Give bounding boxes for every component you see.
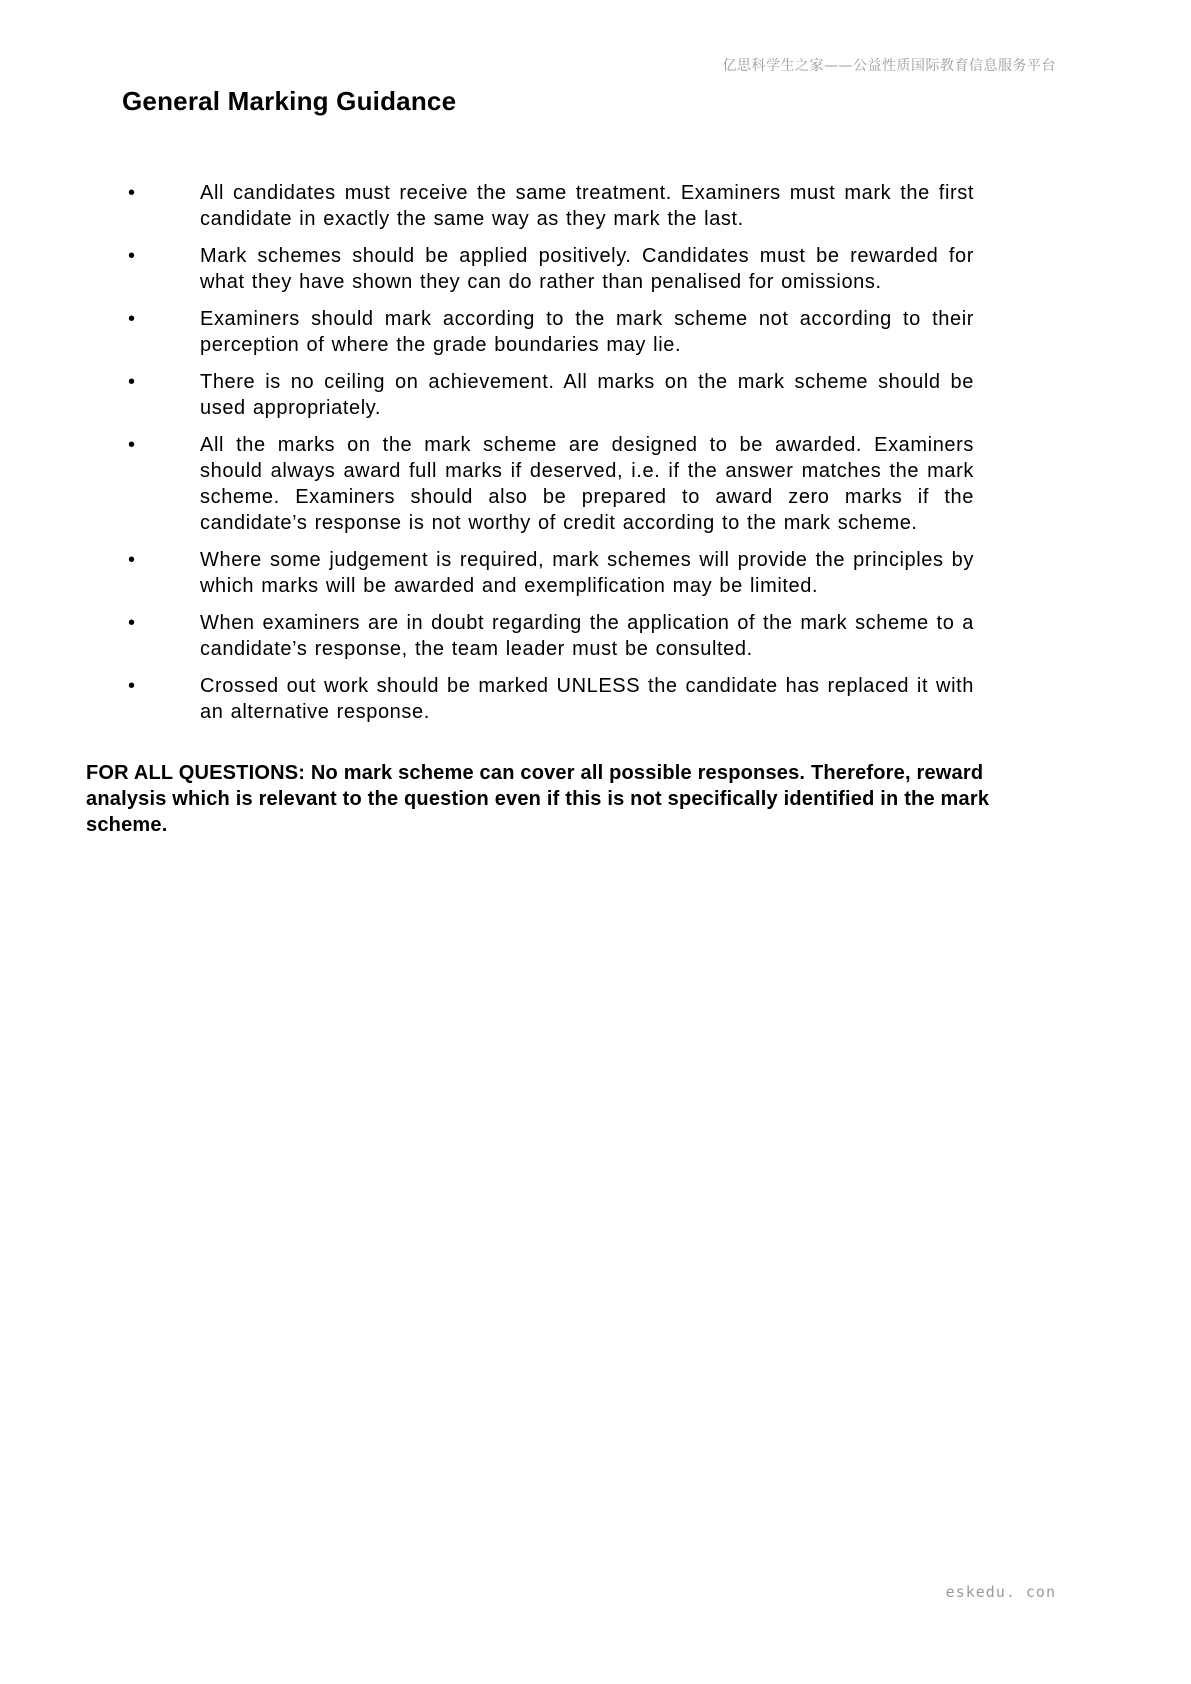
list-item-text: All the marks on the mark scheme are designed to be awarded. Examiners should always award full marks if deserved, i.e. if the answer matches the mark scheme. Examiners should also be prepared to award zero marks if the candidate’s response is not worthy of credit according to the mark scheme. xyxy=(200,434,974,534)
header-watermark: 亿思科学生之家——公益性质国际教育信息服务平台 xyxy=(722,58,1056,74)
list-item-text: Mark schemes should be applied positively. Candidates must be rewarded for what they have shown they can do rather than penalised for omissions. xyxy=(200,245,974,293)
list-item-text: Where some judgement is required, mark schemes will provide the principles by which marks will be awarded and exemplification may be limited. xyxy=(200,549,974,597)
list-item-text: All candidates must receive the same treatment. Examiners must mark the first candidate in exactly the same way as they mark the last. xyxy=(200,182,974,230)
list-item xyxy=(122,369,974,421)
list-item-text: Examiners should mark according to the mark scheme not according to their perception of where the grade boundaries may lie. xyxy=(200,308,974,356)
bullet-icon: • xyxy=(128,549,136,571)
bullet-icon: • xyxy=(128,245,136,267)
list-item xyxy=(122,432,974,536)
closing-note: FOR ALL QUESTIONS: No mark scheme can cover all possible responses. Therefore, reward analysis which is relevant to the question even if this is not specifically identified in the mark scheme. xyxy=(86,762,990,836)
list-item xyxy=(122,180,974,232)
list-item-text: There is no ceiling on achievement. All marks on the mark scheme should be used appropriately. xyxy=(200,371,974,419)
list-item-text: Crossed out work should be marked UNLESS the candidate has replaced it with an alternative response. xyxy=(200,675,974,723)
bullet-icon: • xyxy=(128,371,136,393)
page-title: General Marking Guidance xyxy=(122,86,457,116)
bullet-icon: • xyxy=(128,434,136,456)
list-item xyxy=(122,306,974,358)
guidance-list xyxy=(122,180,974,736)
bullet-icon: • xyxy=(128,308,136,330)
bullet-icon: • xyxy=(128,612,136,634)
bullet-icon: • xyxy=(128,182,136,204)
list-item-text: When examiners are in doubt regarding the application of the mark scheme to a candidate’s response, the team leader must be consulted. xyxy=(200,612,974,660)
list-item xyxy=(122,610,974,662)
list-item xyxy=(122,673,974,725)
bullet-icon: • xyxy=(128,675,136,697)
list-item xyxy=(122,243,974,295)
footer-watermark: eskedu. con xyxy=(945,1583,1056,1601)
list-item xyxy=(122,547,974,599)
